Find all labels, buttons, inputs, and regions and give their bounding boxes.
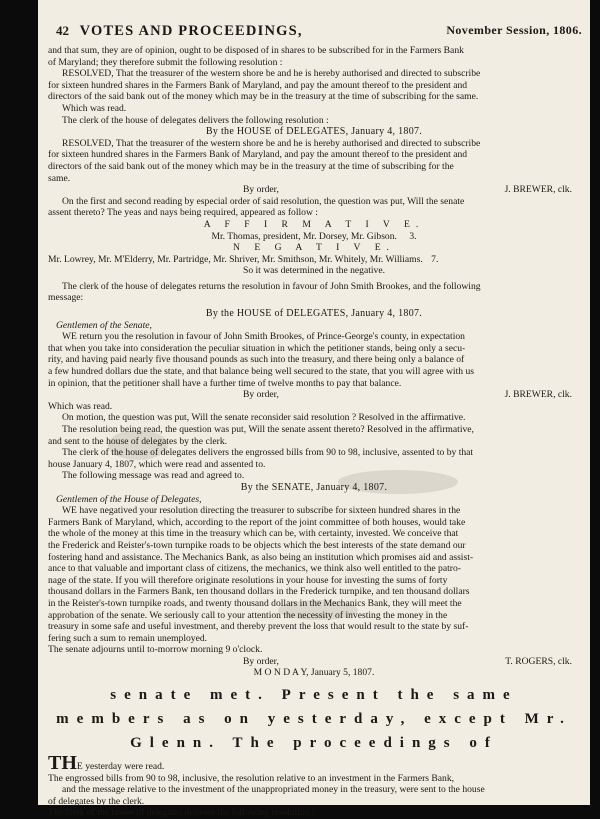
- by-order: By order,: [243, 389, 279, 401]
- text-line: rity, and having paid nearly five thousand pounds as such into the treasury, and there being only a balance of: [48, 354, 465, 366]
- text-line: in opinion, that the petitioner shall have a further time of twelve months to pay that balance.: [48, 377, 402, 389]
- salutation: Gentlemen of the Senate,: [56, 319, 152, 331]
- text-line: The senate adjourns until to-morrow morning 9 o'clock.: [48, 644, 263, 656]
- section-heading: By the SENATE, January 4, 1807.: [240, 481, 388, 493]
- text-line: house January 4, 1807, which were read and assented to.: [48, 458, 266, 470]
- text-line: treasury in some safe and useful investment, and thereby prevent the loss that would result to the state by suf-: [48, 621, 469, 633]
- text-line: message:: [48, 292, 84, 304]
- text-line: thousand dollars in the Farmers Bank, ten thousand dollars in the Frederick turnpike, and ten thousand dollars: [48, 586, 470, 598]
- section-heading: By the HOUSE of DELEGATES, January 4, 1807.: [205, 126, 423, 138]
- text-line: the Frederick and Reister's-town turnpike roads to be objects which the best interests of the state demand our: [48, 539, 466, 551]
- text-line: Which was read.: [48, 400, 113, 412]
- signature-line: [48, 389, 580, 401]
- text-line: M O N D A Y, January 5, 1807.: [253, 667, 375, 679]
- text-line: the whole of the money at this time in the treasury which can be, with certainty, invested. We conceive that: [48, 528, 459, 540]
- signature-line: [48, 184, 580, 196]
- text-line: and that sum, they are of opinion, ought to be disposed of in shares to be subscribed for in the Farmers Bank: [48, 45, 464, 56]
- text-line: a few hundred dollars due the state, and that balance being well secured to the state, that you will agree with us: [48, 366, 474, 378]
- by-order: By order,: [243, 655, 279, 667]
- text-line: and sent to the house of delegates by the clerk.: [48, 435, 228, 447]
- text-line: The clerk of the house of delegates delivers the following resolution :: [62, 114, 329, 126]
- vote-count: 3.: [409, 230, 417, 242]
- text-line: in the Reister's-town turnpike roads, and twenty thousand dollars in the Mechanics Bank, they will meet the: [48, 597, 462, 609]
- vote-names: [48, 231, 580, 243]
- text-line: nage of the state. If you will therefore originate resolutions in your house for investing the sums of forty: [48, 574, 448, 586]
- header-title: VOTES AND PROCEEDINGS,: [79, 23, 303, 39]
- vote-names-affirmative: Mr. Thomas, president, Mr. Dorsey, Mr. Gibson.: [211, 230, 397, 242]
- text-line: RESOLVED, That the treasurer of the western shore be and he is hereby authorised and directed to subscribe: [62, 137, 481, 149]
- drop-cap: TH: [48, 752, 77, 775]
- text-line: that when you take into consideration the peculiar situation in which the petitioner stands, being only a secu-: [48, 342, 466, 354]
- page-number: 42: [56, 23, 69, 38]
- text-line: same.: [48, 172, 71, 184]
- document-page: [38, 0, 590, 819]
- text-line: The engrossed bills from 90 to 98, inclusive, the resolution relative to an investment in the Farmers Bank,: [48, 772, 455, 784]
- text-line: On motion, the question was put, Will the senate reconsider said resolution ? Resolved in the affirmative.: [62, 412, 466, 424]
- vote-count: 7.: [431, 253, 439, 265]
- text-line: of Maryland; they therefore submit the following resolution :: [48, 56, 283, 68]
- text-line: of delegates by the clerk.: [48, 795, 145, 807]
- text-line: WE return you the resolution in favour of John Smith Brookes, of Prince-George's county, in expectation: [62, 331, 465, 343]
- text-line: The following message was read and agreed to.: [62, 470, 245, 482]
- clerk-signature: J. BREWER, clk.: [504, 184, 572, 196]
- text-line: for sixteen hundred shares in the Farmers Bank of Maryland, and pay the amount thereof to the president and: [48, 79, 468, 91]
- text-line: fostering hand and assistance. The Mechanics Bank, as also being an institution which promises aid and assist-: [48, 551, 474, 563]
- vote-names: [48, 254, 580, 266]
- header-session: November Session, 1806.: [446, 23, 582, 37]
- drop-cap-tail: E: [76, 761, 83, 773]
- text-line: Farmers Bank of Maryland, which, according to the report of the joint committee of both houses, would take: [48, 516, 466, 528]
- text-line: and the message relative to the investment of the unappropriated money in the treasury, were sent to the house: [62, 784, 485, 796]
- clerk-signature: J. BREWER, clk.: [504, 389, 572, 401]
- text-line: directors of the said bank out of the money which may be in the treasury at the time of subscribing for the: [48, 160, 454, 172]
- vote-heading-affirmative: A F F I R M A T I V E.: [203, 218, 425, 230]
- section-heading: By the HOUSE of DELEGATES, January 4, 1807.: [205, 308, 423, 320]
- vote-heading-negative: N E G A T I V E.: [233, 242, 395, 254]
- text-line: WE have negatived your resolution directing the treasurer to subscribe for sixteen hundred shares in the: [62, 505, 461, 517]
- document-body: [48, 45, 580, 819]
- text-line: assent thereto? The yeas and nays being required, appeared as follow :: [48, 207, 318, 219]
- text-line: RESOLVED, That the treasurer of the western shore be and he is hereby authorised and directed to subscribe: [62, 68, 481, 80]
- signature-line: [48, 656, 580, 668]
- text-line: The clerk of the house of delegates returns the resolution in favour of John Smith Brookes, and the following: [62, 280, 481, 292]
- by-order: By order,: [243, 184, 279, 196]
- text-line: So it was determined in the negative.: [242, 265, 385, 277]
- clerk-signature: T. ROGERS, clk.: [505, 655, 572, 667]
- text-line-body: yesterday were read.: [85, 761, 165, 773]
- salutation: Gentlemen of the House of Delegates,: [56, 493, 202, 505]
- text-line: The resolution being read, the question was put, Will the senate assent thereto? Resolved in the affirmative,: [62, 424, 474, 435]
- text-line: fering such a sum to remain unemployed.: [48, 632, 208, 644]
- text-line: approbation of the senate. We seriously call to your attention the necessity of investing the money in the: [48, 609, 448, 621]
- text-line: Which was read.: [62, 102, 127, 114]
- text-line: for sixteen hundred shares in the Farmers Bank of Maryland, and pay the amount thereof to the president and: [48, 149, 468, 161]
- text-line: [48, 752, 580, 775]
- text-line: The clerk of the house of delegates delivers the following resolution :: [48, 807, 315, 819]
- text-line: directors of the said bank out of the money which may be in the treasury at the time of subscribing for the same.: [48, 91, 479, 103]
- running-header: [56, 23, 582, 47]
- vote-names-negative: Mr. Lowrey, Mr. M'Elderry, Mr. Partridge, Mr. Shriver, Mr. Smithson, Mr. Whitely, Mr. Williams.: [48, 253, 423, 265]
- day-heading: senate met. Present the same members as on yesterday, except Mr. Glenn. The proceedings of: [56, 687, 572, 752]
- text-line: ance to that valuable and important class of citizens, the mechanics, we think also well entitled to the patro-: [48, 563, 461, 575]
- text-line: The clerk of the house of delegates delivers the engrossed bills from 90 to 98, inclusive, assented to by that: [62, 447, 474, 459]
- text-line: On the first and second reading by especial order of said resolution, the question was put, Will the senate: [62, 195, 465, 207]
